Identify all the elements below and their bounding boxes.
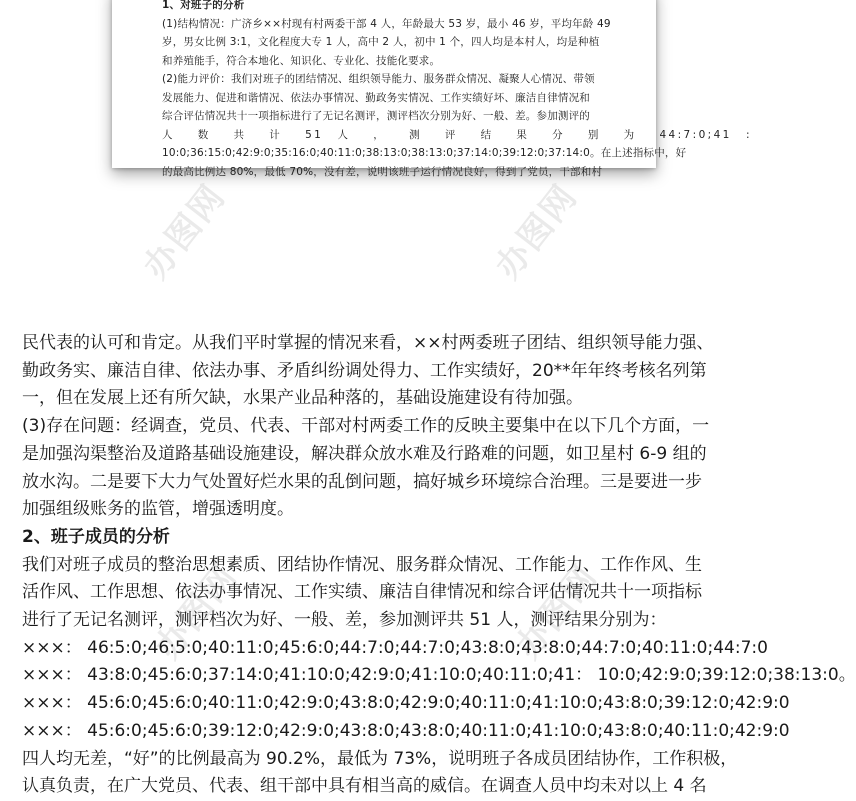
preview-line: 发展能力、促进和谐情况、依法办事情况、勤政务实情况、工作实绩好坏、廉洁自律情况和 [162, 91, 590, 104]
watermark-text: 办图网 [487, 176, 586, 287]
document-body [22, 330, 856, 801]
preview-line: (1)结构情况：广济乡××村现有村两委干部 4 人，年龄最大 53 岁，最小 46 岁，平均年龄 49 [162, 17, 611, 30]
watermark-text: 办图网 [147, 556, 246, 667]
body-line: 是加强沟渠整治及道路基础设施建设，解决群众放水难及行路难的问题，如卫星村 6-9 组的 [22, 443, 707, 464]
preview-text-block [162, 0, 752, 181]
watermark-text: 办图网 [135, 176, 234, 287]
preview-line: 的最高比例达 80%，最低 70%，没有差，说明该班子运行情况良好，得到了党员，干部和村 [162, 165, 603, 178]
member-score-line: ×××： 46:5:0;46:5:0;40:11:0;45:6:0;44:7:0;44:7:0;43:8:0;43:8:0;44:7:0;40:11:0;44:7:0 [22, 637, 768, 658]
watermark-text: 办图网 [507, 556, 606, 667]
body-line: 民代表的认可和肯定。从我们平时掌握的情况来看，××村两委班子团结、组织领导能力强、 [22, 333, 714, 353]
preview-line: (2)能力评价：我们对班子的团结情况、组织领导能力、服务群众情况、凝聚人心情况、带领 [162, 73, 595, 85]
body-line: 加强组级账务的监管，增强透明度。 [22, 499, 294, 520]
section-heading: 2、班子成员的分析 [22, 526, 170, 547]
preview-line: 人 数 共 计 51 人 ， 测 评 结 果 分 别 为 44:7:0;41 : [162, 128, 752, 141]
preview-heading: 1、对班子的分析 [162, 0, 245, 11]
preview-line: 10:0;36:15:0;42:9:0;35:16:0;40:11:0;38:13:0;38:13:0;37:14:0;39:12:0;37:14:0。在上述指标中，好 [162, 147, 687, 159]
page-preview-card [112, 0, 752, 178]
body-line: 活作风、工作思想、依法办事情况、工作实绩、廉洁自律情况和综合评估情况共十一项指标 [22, 582, 702, 603]
preview-line: 综合评估情况共十一项指标进行了无记名测评，测评档次分别为好、一般、差。参加测评的 [162, 110, 590, 122]
preview-line: 和养殖能手，符合本地化、知识化、专业化、技能化要求。 [162, 54, 441, 67]
body-line: 四人均无差，“好”的比例最高为 90.2%，最低为 73%，说明班子各成员团结协作，工作积极， [22, 748, 738, 769]
member-score-line: ×××： 45:6:0;45:6:0;40:11:0;42:9:0;43:8:0;42:9:0;40:11:0;41:10:0;43:8:0;39:12:0;42:9:0 [22, 693, 790, 714]
body-line: 认真负责，在广大党员、代表、组干部中具有相当高的威信。在调查人员中均未对以上 4 名 [22, 776, 707, 797]
preview-line: 岁，男女比例 3:1，文化程度大专 1 人，高中 2 人，初中 1 个，四人均是本村人，均是种植 [162, 36, 600, 48]
body-line: 放水沟。二是要下大力气处置好烂水果的乱倒问题，搞好城乡环境综合治理。三是要进一步 [22, 471, 702, 492]
body-line: (3)存在问题：经调查，党员、代表、干部对村两委工作的反映主要集中在以下几个方面，一 [22, 416, 710, 437]
body-line: 我们对班子成员的整治思想素质、团结协作情况、服务群众情况、工作能力、工作作风、生 [22, 554, 702, 575]
body-line: 一，但在发展上还有所欠缺，水果产业品种落的，基础设施建设有待加强。 [22, 388, 583, 409]
body-line: 勤政务实、廉洁自律、依法办事、矛盾纠纷调处得力、工作实绩好，20**年年终考核名列第 [22, 360, 707, 381]
member-score-line: ×××： 45:6:0;45:6:0;39:12:0;42:9:0;43:8:0;43:8:0;40:11:0;41:10:0;43:8:0;40:11:0;42:9:0 [22, 720, 790, 741]
member-score-line: ×××： 43:8:0;45:6:0;37:14:0;41:10:0;42:9:0;41:10:0;40:11:0;41： 10:0;42:9:0;39:12:0;38:13:0。 [22, 665, 856, 686]
body-line: 进行了无记名测评，测评档次为好、一般、差，参加测评共 51 人，测评结果分别为： [22, 610, 667, 631]
